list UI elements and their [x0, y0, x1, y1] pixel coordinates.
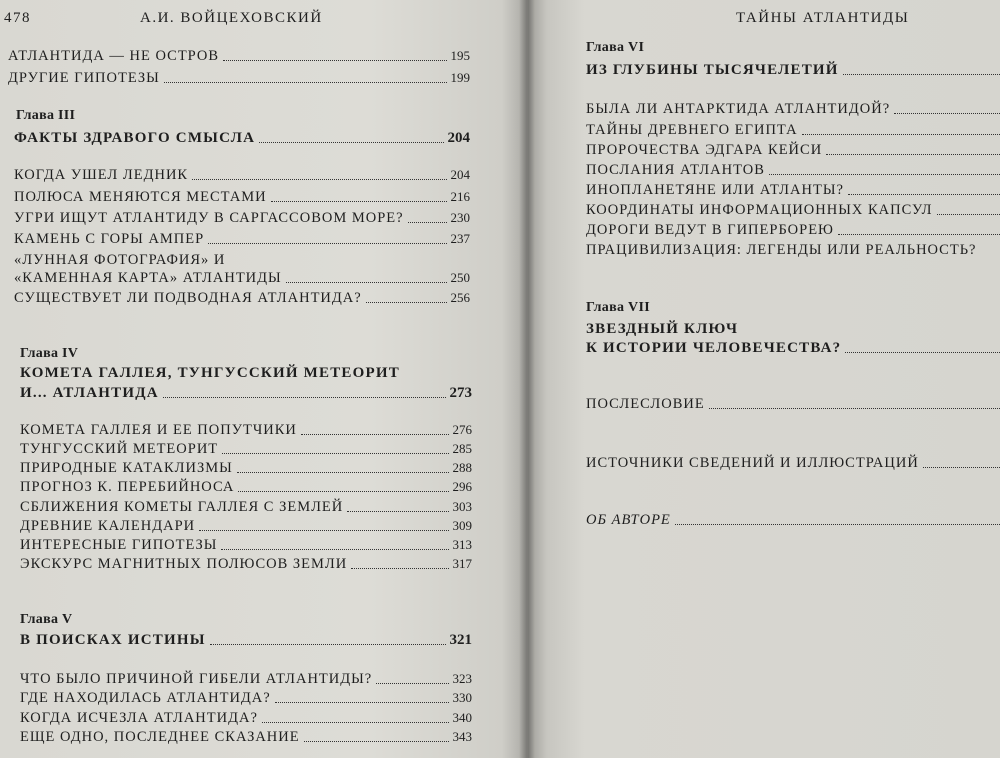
toc-entry-line: «ЛУННАЯ ФОТОГРАФИЯ» И	[14, 252, 226, 268]
chapter-title: В ПОИСКАХ ИСТИНЫ 321	[20, 632, 472, 648]
toc-entry: КАМЕНЬ С ГОРЫ АМПЕР 237	[14, 231, 470, 247]
toc-entry: ДРЕВНИЕ КАЛЕНДАРИ 309	[20, 518, 472, 534]
running-head-author: А.И. ВОЙЦЕХОВСКИЙ	[140, 10, 323, 26]
toc-entry: ПОСЛАНИЯ АТЛАНТОВ	[586, 162, 1000, 179]
toc-entry: СБЛИЖЕНИЯ КОМЕТЫ ГАЛЛЕЯ С ЗЕМЛЕЙ 303	[20, 499, 472, 515]
chapter-label: Глава VI	[586, 40, 645, 55]
toc-entry: ПРОРОЧЕСТВА ЭДГАРА КЕЙСИ	[586, 142, 1000, 159]
chapter-title: ЗВЕЗДНЫЙ КЛЮЧ	[586, 321, 739, 337]
toc-entry: ГДЕ НАХОДИЛАСЬ АТЛАНТИДА? 330	[20, 690, 472, 706]
toc-entry-line: ПРАЦИВИЛИЗАЦИЯ: ЛЕГЕНДЫ ИЛИ РЕАЛЬНОСТЬ?	[586, 242, 977, 258]
chapter-label: Глава III	[16, 108, 76, 123]
chapter-title: КОМЕТА ГАЛЛЕЯ, ТУНГУССКИЙ МЕТЕОРИТ	[20, 365, 400, 381]
toc-entry-afterword: ПОСЛЕСЛОВИЕ	[586, 396, 1000, 413]
toc-entry: УГРИ ИЩУТ АТЛАНТИДУ В САРГАССОВОМ МОРЕ? 230	[14, 210, 470, 226]
book-gutter	[519, 0, 535, 758]
toc-entry: ДОРОГИ ВЕДУТ В ГИПЕРБОРЕЮ	[586, 222, 1000, 239]
toc-entry-sources: ИСТОЧНИКИ СВЕДЕНИЙ И ИЛЛЮСТРАЦИЙ	[586, 455, 1000, 472]
toc-entry: «КАМЕННАЯ КАРТА» АТЛАНТИДЫ 250	[14, 270, 470, 286]
toc-entry: ИНОПЛАНЕТЯНЕ ИЛИ АТЛАНТЫ?	[586, 182, 1000, 199]
toc-entry: КОГДА УШЕЛ ЛЕДНИК 204	[14, 167, 470, 183]
chapter-label: Глава VII	[586, 300, 650, 315]
toc-entry: ИНТЕРЕСНЫЕ ГИПОТЕЗЫ 313	[20, 537, 472, 553]
toc-entry: АТЛАНТИДА — НЕ ОСТРОВ 195	[8, 48, 470, 64]
toc-entry: ЧТО БЫЛО ПРИЧИНОЙ ГИБЕЛИ АТЛАНТИДЫ? 323	[20, 671, 472, 687]
chapter-label: Глава IV	[20, 346, 79, 361]
toc-entry: ПРИРОДНЫЕ КАТАКЛИЗМЫ 288	[20, 460, 472, 476]
toc-entry: ТУНГУССКИЙ МЕТЕОРИТ 285	[20, 441, 472, 457]
toc-entry: КООРДИНАТЫ ИНФОРМАЦИОННЫХ КАПСУЛ	[586, 202, 1000, 219]
toc-entry: БЫЛА ЛИ АНТАРКТИДА АТЛАНТИДОЙ?	[586, 101, 1000, 118]
toc-entry: СУЩЕСТВУЕТ ЛИ ПОДВОДНАЯ АТЛАНТИДА? 256	[14, 290, 470, 306]
chapter-title: К ИСТОРИИ ЧЕЛОВЕЧЕСТВА?	[586, 340, 1000, 357]
page-number: 478	[4, 10, 31, 26]
toc-entry: ПРОГНОЗ К. ПЕРЕБИЙНОСА 296	[20, 479, 472, 495]
chapter-label: Глава V	[20, 612, 73, 627]
right-page	[528, 0, 1000, 758]
toc-entry: ТАЙНЫ ДРЕВНЕГО ЕГИПТА	[586, 122, 1000, 139]
chapter-title: ИЗ ГЛУБИНЫ ТЫСЯЧЕЛЕТИЙ	[586, 62, 1000, 79]
toc-entry-about-author: ОБ АВТОРЕ	[586, 512, 1000, 529]
toc-entry: ЭКСКУРС МАГНИТНЫХ ПОЛЮСОВ ЗЕМЛИ 317	[20, 556, 472, 572]
running-head-title: ТАЙНЫ АТЛАНТИДЫ	[736, 10, 910, 26]
toc-entry: ДРУГИЕ ГИПОТЕЗЫ 199	[8, 70, 470, 86]
toc-entry: ЕЩЕ ОДНО, ПОСЛЕДНЕЕ СКАЗАНИЕ 343	[20, 729, 472, 745]
chapter-title: И... АТЛАНТИДА 273	[20, 385, 472, 401]
toc-entry: КОГДА ИСЧЕЗЛА АТЛАНТИДА? 340	[20, 710, 472, 726]
chapter-title: ФАКТЫ ЗДРАВОГО СМЫСЛА 204	[14, 130, 470, 146]
toc-entry: КОМЕТА ГАЛЛЕЯ И ЕЕ ПОПУТЧИКИ 276	[20, 422, 472, 438]
toc-entry: ПОЛЮСА МЕНЯЮТСЯ МЕСТАМИ 216	[14, 189, 470, 205]
